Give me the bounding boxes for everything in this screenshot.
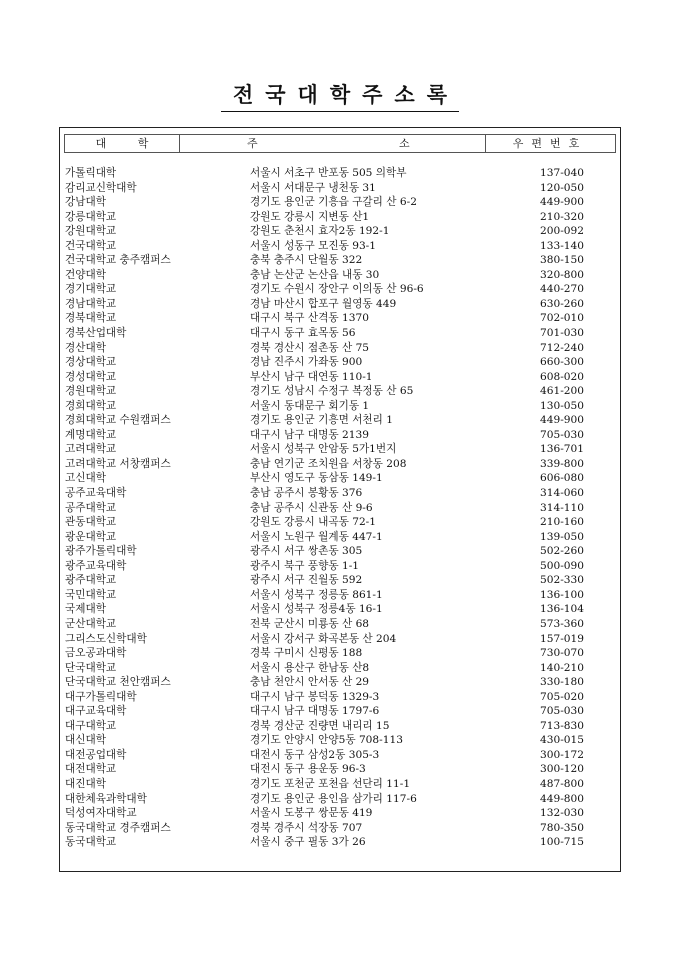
- university-address: 서울시 성북구 정릉동 861-1: [250, 588, 383, 601]
- university-address: 강원도 강릉시 내곡동 72-1: [250, 516, 377, 529]
- university-address: 전북 군산시 미룡동 산 68: [250, 617, 370, 630]
- table-row: [65, 792, 615, 807]
- table-row: [65, 195, 615, 210]
- table-row: [65, 602, 615, 617]
- university-name: 경원대학교: [65, 385, 117, 398]
- university-name: 건국대학교: [65, 239, 117, 252]
- university-name: 대구대학교: [65, 719, 117, 732]
- table-row: [65, 530, 615, 545]
- university-name: 대구가톨릭대학: [65, 690, 137, 703]
- table-row: [65, 428, 615, 443]
- university-address: 서울시 성북구 안암동 5가1번지: [250, 443, 397, 456]
- university-name: 건국대학교 충주캠퍼스: [65, 254, 171, 267]
- table-row: [65, 413, 615, 428]
- university-name: 계명대학교: [65, 428, 117, 441]
- university-address: 서울시 강서구 화곡본동 산 204: [250, 632, 397, 645]
- university-name: 대진대학: [65, 777, 106, 790]
- university-address: 충남 공주시 신관동 산 9-6: [250, 501, 373, 514]
- university-name: 경산대학: [65, 341, 106, 354]
- university-zip: 210-320: [540, 210, 585, 223]
- university-zip: 487-800: [540, 777, 585, 790]
- table-row: [65, 777, 615, 792]
- header-university: 대 학: [65, 135, 180, 152]
- university-name: 단국대학교 천안캠퍼스: [65, 676, 171, 689]
- university-address: 광주시 북구 풍향동 1-1: [250, 559, 360, 572]
- university-address: 경남 마산시 합포구 월영동 449: [250, 297, 397, 310]
- university-name: 대신대학: [65, 734, 106, 747]
- university-zip: 136-100: [540, 588, 585, 601]
- header-address-right: 소: [399, 137, 410, 150]
- university-name: 강원대학교: [65, 225, 117, 238]
- table-row: [65, 311, 615, 326]
- university-address: 강원도 춘천시 효자2동 192-1: [250, 225, 390, 238]
- table-row: [65, 355, 615, 370]
- university-name: 고신대학: [65, 472, 106, 485]
- university-zip: 705-030: [540, 428, 585, 441]
- university-zip: 502-260: [540, 545, 585, 558]
- university-zip: 130-050: [540, 399, 585, 412]
- university-address: 대전시 동구 용운동 96-3: [250, 763, 366, 776]
- table-row: [65, 573, 615, 588]
- university-address: 광주시 서구 쌍촌동 305: [250, 545, 363, 558]
- university-zip: 702-010: [540, 312, 585, 325]
- university-zip: 705-020: [540, 690, 585, 703]
- university-name: 동국대학교: [65, 836, 117, 849]
- table-row: [65, 632, 615, 647]
- university-address: 경북 구미시 신평동 188: [250, 647, 363, 660]
- table-row: [65, 690, 615, 705]
- university-address: 충남 논산군 논산읍 내동 30: [250, 268, 380, 281]
- university-address: 충남 공주시 봉황동 376: [250, 487, 363, 500]
- table-row: [65, 646, 615, 661]
- university-name: 감리교신학대학: [65, 181, 137, 194]
- university-address: 서울시 동대문구 회기동 1: [250, 399, 370, 412]
- university-address: 경기도 용인군 기흥읍 구갈리 산 6-2: [250, 196, 417, 209]
- university-zip: 137-040: [540, 167, 585, 179]
- table-row: [65, 239, 615, 254]
- university-address: 경북 경산군 진량면 내리리 15: [250, 719, 390, 732]
- university-zip: 780-350: [540, 821, 585, 834]
- table-row: [65, 282, 615, 297]
- university-name: 경희대학교: [65, 399, 117, 412]
- university-name: 가톨릭대학: [65, 167, 117, 179]
- university-zip: 339-800: [540, 457, 585, 470]
- header-address: [179, 135, 486, 152]
- header-address-left: 주: [247, 137, 258, 150]
- university-address: 서울시 성북구 정릉4동 16-1: [250, 603, 383, 616]
- table-row: [65, 486, 615, 501]
- page-title: 전국대학주소록: [0, 79, 680, 112]
- university-zip: 730-070: [540, 647, 585, 660]
- university-zip: 140-210: [540, 661, 585, 674]
- university-address: 경기도 포천군 포천읍 선단리 11-1: [250, 777, 411, 790]
- university-name: 광운대학교: [65, 530, 117, 543]
- university-address: 경기도 용인군 기흥면 서천리 1: [250, 414, 394, 427]
- university-name: 경북산업대학: [65, 327, 127, 340]
- university-zip: 712-240: [540, 341, 585, 354]
- university-zip: 461-200: [540, 385, 585, 398]
- university-address: 경기도 안양시 안양5동 708-113: [250, 734, 403, 747]
- university-address: 충남 천안시 안서동 산 29: [250, 676, 370, 689]
- university-name: 경희대학교 수원캠퍼스: [65, 414, 171, 427]
- university-address: 부산시 남구 대연동 110-1: [250, 370, 373, 383]
- table-row: [65, 501, 615, 516]
- table-row: [65, 719, 615, 734]
- university-address: 광주시 서구 진월동 592: [250, 574, 363, 587]
- university-name: 광주가톨릭대학: [65, 545, 137, 558]
- university-address: 부산시 영도구 동삼동 149-1: [250, 472, 383, 485]
- university-name: 광주대학교: [65, 574, 117, 587]
- university-name: 공주교육대학: [65, 487, 127, 500]
- university-name: 국제대학: [65, 603, 106, 616]
- university-name: 대전공업대학: [65, 748, 127, 761]
- university-name: 덕성여자대학교: [65, 807, 137, 820]
- university-name: 경상대학교: [65, 356, 117, 369]
- university-address: 경북 경산시 점촌동 산 75: [250, 341, 370, 354]
- university-zip: 314-110: [540, 501, 585, 514]
- table-row: [65, 806, 615, 821]
- university-address: 경기도 성남시 수정구 복정동 산 65: [250, 385, 414, 398]
- university-zip: 136-701: [540, 443, 585, 456]
- university-zip: 440-270: [540, 283, 585, 296]
- university-zip: 701-030: [540, 327, 585, 340]
- table-row: [65, 515, 615, 530]
- table-row: [65, 457, 615, 472]
- table-row: [65, 617, 615, 632]
- university-zip: 210-160: [540, 516, 585, 529]
- university-zip: 200-092: [540, 225, 585, 238]
- university-zip: 606-080: [540, 472, 585, 485]
- university-zip: 300-172: [540, 748, 585, 761]
- table-row: [65, 341, 615, 356]
- university-address: 대전시 동구 삼성2동 305-3: [250, 748, 380, 761]
- university-name: 경북대학교: [65, 312, 117, 325]
- university-zip: 100-715: [540, 836, 585, 849]
- table-row: [65, 544, 615, 559]
- university-name: 군산대학교: [65, 617, 117, 630]
- university-address: 경기도 용인군 용인읍 삼가리 117-6: [250, 792, 417, 805]
- university-name: 광주교육대학: [65, 559, 127, 572]
- university-address: 대구시 남구 봉덕동 1329-3: [250, 690, 380, 703]
- university-address: 대구시 남구 대명동 1797-6: [250, 705, 380, 718]
- table-row: [65, 835, 615, 850]
- university-name: 금오공과대학: [65, 647, 127, 660]
- university-name: 강남대학: [65, 196, 106, 209]
- table-row: [65, 224, 615, 239]
- university-name: 경기대학교: [65, 283, 117, 296]
- university-name: 국민대학교: [65, 588, 117, 601]
- university-zip: 449-800: [540, 792, 585, 805]
- table-row: [65, 588, 615, 603]
- university-zip: 713-830: [540, 719, 585, 732]
- university-zip: 139-050: [540, 530, 585, 543]
- university-zip: 430-015: [540, 734, 585, 747]
- table-row: [65, 821, 615, 836]
- university-name: 고려대학교: [65, 443, 117, 456]
- university-name: 대전대학교: [65, 763, 117, 776]
- university-name: 동국대학교 경주캠퍼스: [65, 821, 171, 834]
- table-row: [65, 297, 615, 312]
- university-zip: 132-030: [540, 807, 585, 820]
- table-row: [65, 704, 615, 719]
- university-zip: 133-140: [540, 239, 585, 252]
- table-row: [65, 675, 615, 690]
- university-address: 서울시 중구 필동 3가 26: [250, 836, 366, 849]
- address-table: [59, 127, 621, 872]
- table-body: [65, 166, 615, 850]
- table-row: [65, 733, 615, 748]
- university-name: 대한체육과학대학: [65, 792, 147, 805]
- university-zip: 705-030: [540, 705, 585, 718]
- university-address: 서울시 도봉구 쌍문동 419: [250, 807, 373, 820]
- table-row: [65, 268, 615, 283]
- university-zip: 502-330: [540, 574, 585, 587]
- table-row: [65, 471, 615, 486]
- table-row: [65, 253, 615, 268]
- university-zip: 320-800: [540, 268, 585, 281]
- university-name: 경성대학교: [65, 370, 117, 383]
- table-row: [65, 559, 615, 574]
- university-address: 충남 연기군 조치원읍 서창동 208: [250, 457, 407, 470]
- table-row: [65, 166, 615, 181]
- university-zip: 449-900: [540, 414, 585, 427]
- university-name: 단국대학교: [65, 661, 117, 674]
- university-address: 대구시 동구 효목동 56: [250, 327, 356, 340]
- university-zip: 500-090: [540, 559, 585, 572]
- university-name: 관동대학교: [65, 516, 117, 529]
- university-name: 그리스도신학대학: [65, 632, 147, 645]
- university-name: 강릉대학교: [65, 210, 117, 223]
- university-name: 공주대학교: [65, 501, 117, 514]
- header-zip: 우편번호: [512, 137, 588, 150]
- table-row: [65, 384, 615, 399]
- university-address: 서울시 노원구 월계동 447-1: [250, 530, 383, 543]
- university-zip: 314-060: [540, 487, 585, 500]
- university-address: 서울시 용산구 한남동 산8: [250, 661, 370, 674]
- university-name: 고려대학교 서창캠퍼스: [65, 457, 171, 470]
- table-header: [64, 134, 616, 153]
- table-row: [65, 181, 615, 196]
- table-row: [65, 399, 615, 414]
- university-zip: 120-050: [540, 181, 585, 194]
- university-address: 서울시 서초구 반포동 505 의학부: [250, 167, 407, 179]
- table-row: [65, 326, 615, 341]
- table-row: [65, 370, 615, 385]
- university-zip: 449-900: [540, 196, 585, 209]
- university-name: 건양대학: [65, 268, 106, 281]
- university-address: 경기도 수원시 장안구 이의동 산 96-6: [250, 283, 424, 296]
- university-name: 대구교육대학: [65, 705, 127, 718]
- university-address: 강원도 강릉시 지변동 산1: [250, 210, 370, 223]
- table-row: [65, 210, 615, 225]
- university-address: 대구시 북구 산격동 1370: [250, 312, 369, 325]
- university-zip: 380-150: [540, 254, 585, 267]
- table-row: [65, 748, 615, 763]
- university-zip: 608-020: [540, 370, 585, 383]
- table-row: [65, 442, 615, 457]
- university-zip: 573-360: [540, 617, 585, 630]
- university-address: 대구시 남구 대명동 2139: [250, 428, 369, 441]
- table-row: [65, 762, 615, 777]
- university-zip: 630-260: [540, 297, 585, 310]
- university-zip: 136-104: [540, 603, 585, 616]
- university-address: 서울시 서대문구 냉천동 31: [250, 181, 376, 194]
- university-zip: 330-180: [540, 676, 585, 689]
- university-address: 충북 충주시 단월동 322: [250, 254, 363, 267]
- university-zip: 300-120: [540, 763, 585, 776]
- table-row: [65, 661, 615, 676]
- university-address: 경남 진주시 가좌동 900: [250, 356, 363, 369]
- university-name: 경남대학교: [65, 297, 117, 310]
- university-zip: 660-300: [540, 356, 585, 369]
- university-address: 서울시 성동구 모진동 93-1: [250, 239, 377, 252]
- university-address: 경북 경주시 석장동 707: [250, 821, 363, 834]
- university-zip: 157-019: [540, 632, 585, 645]
